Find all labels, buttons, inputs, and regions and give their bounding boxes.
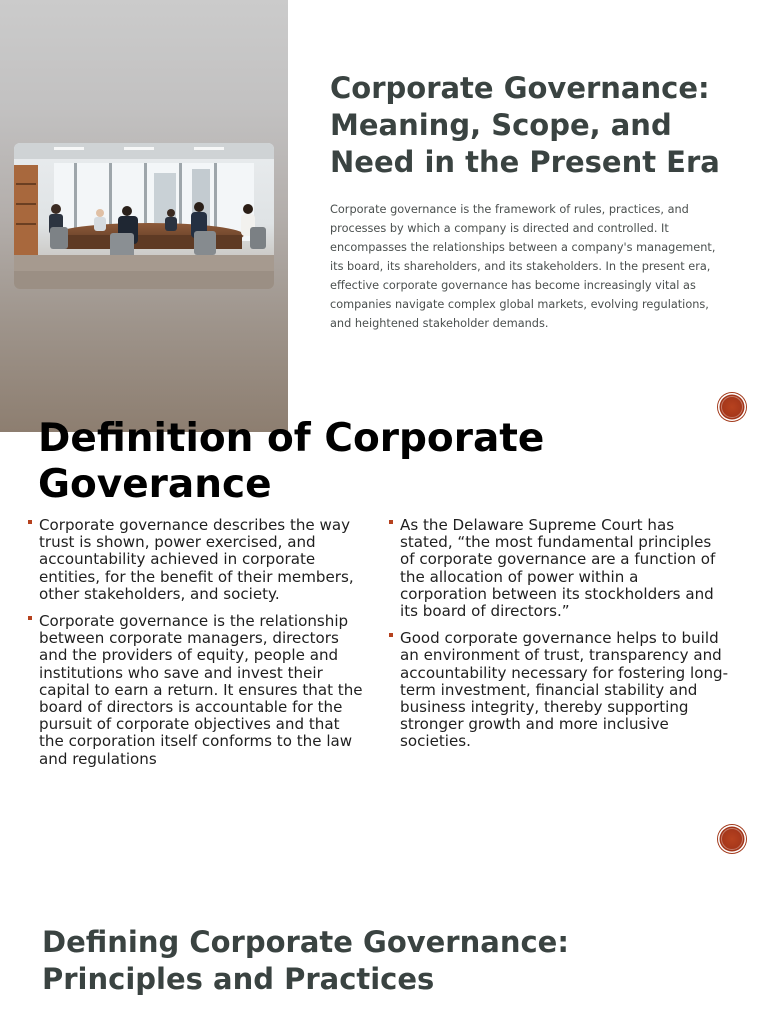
square-bullet-icon xyxy=(389,520,393,524)
slide-2-title: Definition of Corporate Goverance xyxy=(38,416,545,507)
square-bullet-icon xyxy=(389,633,393,637)
list-item xyxy=(28,517,363,603)
slide-3-title: Defining Corporate Governance: Principles and Practices xyxy=(42,925,569,996)
slide-1-title: Corporate Governance: Meaning, Scope, and Need in the Present Era xyxy=(330,71,720,179)
list-item xyxy=(28,613,363,768)
left-image-panel xyxy=(0,0,288,432)
slide-1-body: Corporate governance is the framework of rules, practices, and processes by which a company is directed and controlled. It encompasses the relationships between a company's management, its board, its shareholders, and its stakeholders. In the present era, effective corporate governance has become increasingly vital as companies navigate complex global markets, evolving regulations, and heightened stakeholder demands. xyxy=(330,203,716,330)
square-bullet-icon xyxy=(28,616,32,620)
left-bullet-list xyxy=(28,517,363,778)
list-item xyxy=(389,517,729,620)
boardroom-meeting-photo xyxy=(14,143,274,289)
right-bullet-list xyxy=(389,517,729,761)
list-item xyxy=(389,630,729,750)
bullet-text: Corporate governance describes the way trust is shown, power exercised, and accountability achieved in corporate entities, for the benefit of their members, other stakeholders, and society. xyxy=(39,516,354,603)
slide-1 xyxy=(0,0,768,432)
square-bullet-icon xyxy=(28,520,32,524)
bullet-text: Corporate governance is the relationship between corporate managers, directors and the providers of equity, people and institutions who save and invest their capital to earn a return. It ensures that the board of directors is accountable for the pursuit of corporate objectives and that the corporation itself conforms to the law and regulations xyxy=(39,612,363,768)
slide-2-corner-badge xyxy=(718,825,746,853)
bullet-text: As the Delaware Supreme Court has stated, “the most fundamental principles of corporate governance are a function of the allocation of power within a corporation between its stockholders and its board of directors.” xyxy=(400,516,716,621)
bullet-text: Good corporate governance helps to build an environment of trust, transparency and accountability necessary for fostering long-term investment, financial stability and business integrity, thereby supporting stronger growth and more inclusive societies. xyxy=(400,629,729,751)
